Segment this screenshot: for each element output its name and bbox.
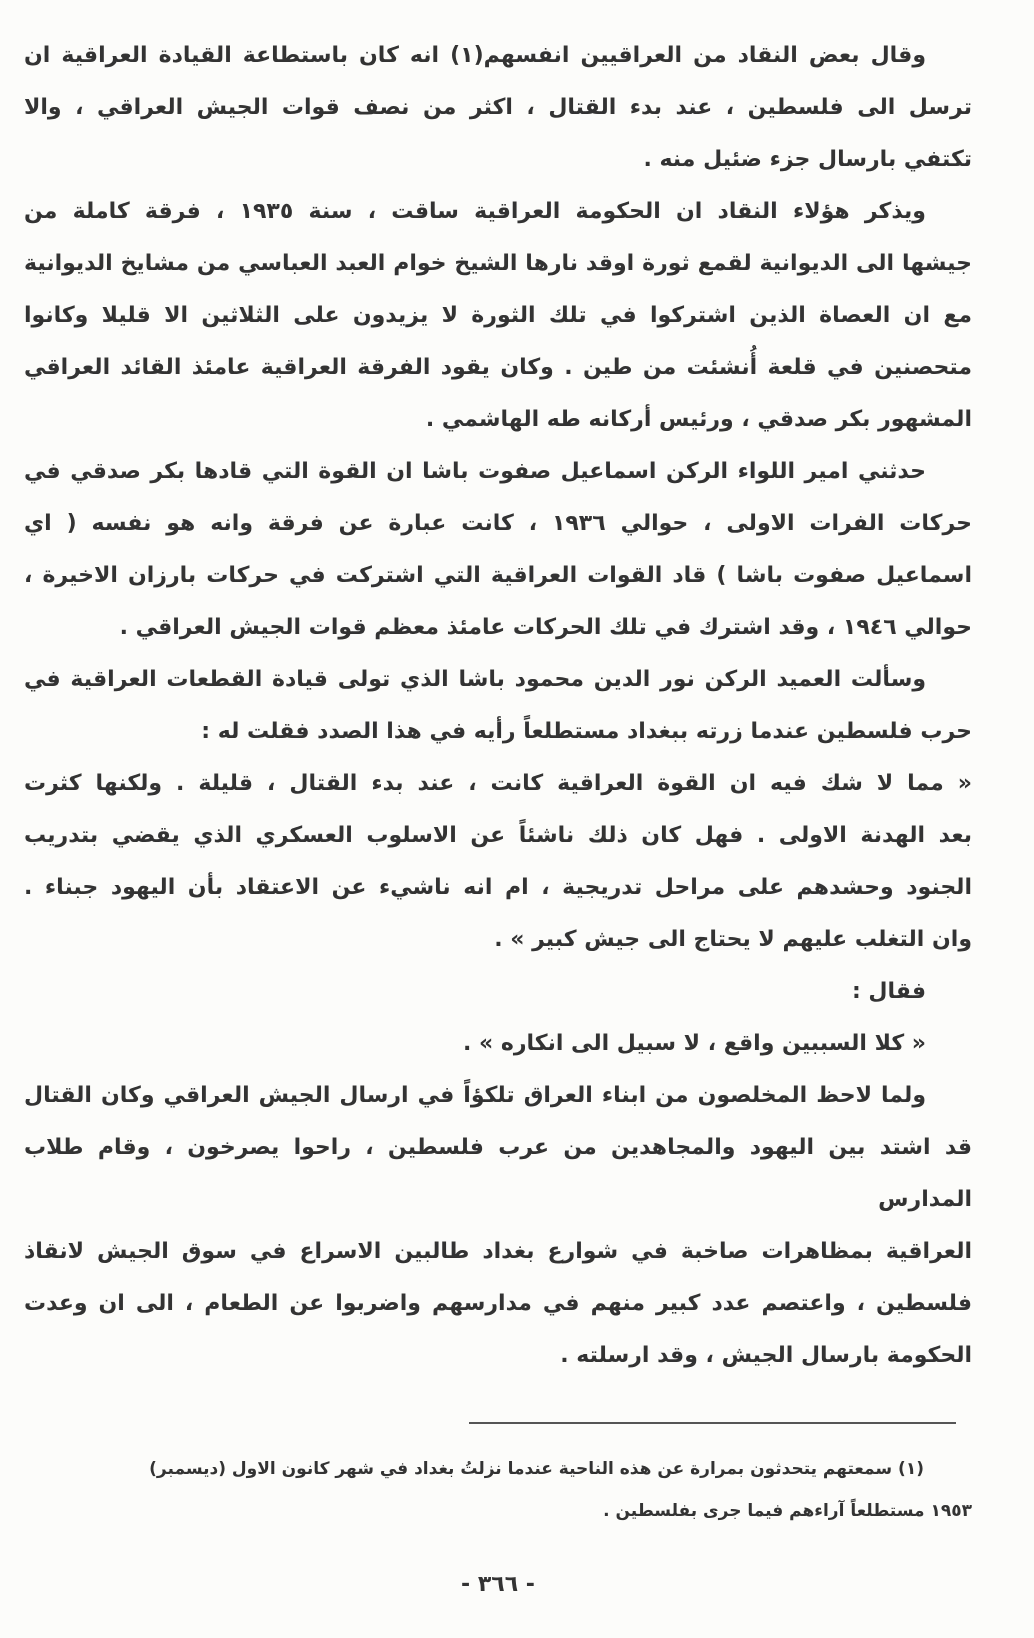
body-line: فلسطين ، واعتصم عدد كبير منهم في مدارسهم واضربوا عن الطعام ، الى ان وعدت <box>24 1291 972 1316</box>
body-line: قد اشتد بين اليهود والمجاهدين من عرب فلسطين ، راحوا يصرخون ، وقام طلاب المدارس <box>24 1135 972 1212</box>
footnote-line: (١) سمعتهم يتحدثون بمرارة عن هذه الناحية عندما نزلتُ بغداد في شهر كانون الاول (ديسمبر) <box>149 1459 924 1479</box>
body-line: وان التغلب عليهم لا يحتاج الى جيش كبير » . <box>494 927 972 952</box>
page-number: - ٣٦٦ - <box>461 1572 535 1597</box>
body-line: مع ان العصاة الذين اشتركوا في تلك الثورة لا يزيدون على الثلاثين الا قليلا وكانوا <box>24 303 972 328</box>
footnote-line: ١٩٥٣ مستطلعاً آراءهم فيما جرى بفلسطين . <box>603 1501 972 1521</box>
footnote-divider <box>469 1422 956 1424</box>
body-line: تكتفي بارسال جزء ضئيل منه . <box>643 147 972 172</box>
body-line: ويذكر هؤلاء النقاد ان الحكومة العراقية ساقت ، سنة ١٩٣٥ ، فرقة كاملة من <box>24 199 926 224</box>
body-line: ترسل الى فلسطين ، عند بدء القتال ، اكثر من نصف قوات الجيش العراقي ، والا <box>24 95 972 120</box>
body-line: وسألت العميد الركن نور الدين محمود باشا الذي تولى قيادة القطعات العراقية في <box>24 667 926 692</box>
body-line: « كلا السببين واقع ، لا سبيل الى انكاره » . <box>463 1031 926 1056</box>
body-line: حدثني امير اللواء الركن اسماعيل صفوت باشا ان القوة التي قادها بكر صدقي في <box>24 459 926 484</box>
body-line: حرب فلسطين عندما زرته ببغداد مستطلعاً رأيه في هذا الصدد فقلت له : <box>201 719 972 744</box>
body-line: وقال بعض النقاد من العراقيين انفسهم(١) انه كان باستطاعة القيادة العراقية ان <box>24 43 926 68</box>
body-line: اسماعيل صفوت باشا ) قاد القوات العراقية التي اشتركت في حركات بارزان الاخيرة ، <box>24 563 972 588</box>
body-line: متحصنين في قلعة أُنشئت من طين . وكان يقود الفرقة العراقية عامئذ القائد العراقي <box>24 355 972 380</box>
body-line: الحكومة بارسال الجيش ، وقد ارسلته . <box>560 1343 972 1368</box>
body-line: بعد الهدنة الاولى . فهل كان ذلك ناشئاً عن الاسلوب العسكري الذي يقضي بتدريب <box>24 823 972 848</box>
body-line: العراقية بمظاهرات صاخبة في شوارع بغداد طالبين الاسراع في سوق الجيش لانقاذ <box>24 1239 972 1264</box>
body-line: المشهور بكر صدقي ، ورئيس أركانه طه الهاشمي . <box>425 407 972 432</box>
body-line: حوالي ١٩٤٦ ، وقد اشترك في تلك الحركات عامئذ معظم قوات الجيش العراقي . <box>119 615 972 640</box>
body-line: « مما لا شك فيه ان القوة العراقية كانت ، عند بدء القتال ، قليلة . ولكنها كثرت <box>24 771 972 796</box>
body-line: فقال : <box>851 979 926 1004</box>
body-line: ولما لاحظ المخلصون من ابناء العراق تلكؤاً في ارسال الجيش العراقي وكان القتال <box>24 1083 926 1108</box>
body-line: جيشها الى الديوانية لقمع ثورة اوقد نارها الشيخ خوام العبد العباسي من مشايخ الديوانية <box>24 251 972 276</box>
body-line: حركات الفرات الاولى ، حوالي ١٩٣٦ ، كانت عبارة عن فرقة وانه هو نفسه ( اي <box>24 511 972 536</box>
body-line: الجنود وحشدهم على مراحل تدريجية ، ام انه ناشيء عن الاعتقاد بأن اليهود جبناء . <box>24 875 972 900</box>
